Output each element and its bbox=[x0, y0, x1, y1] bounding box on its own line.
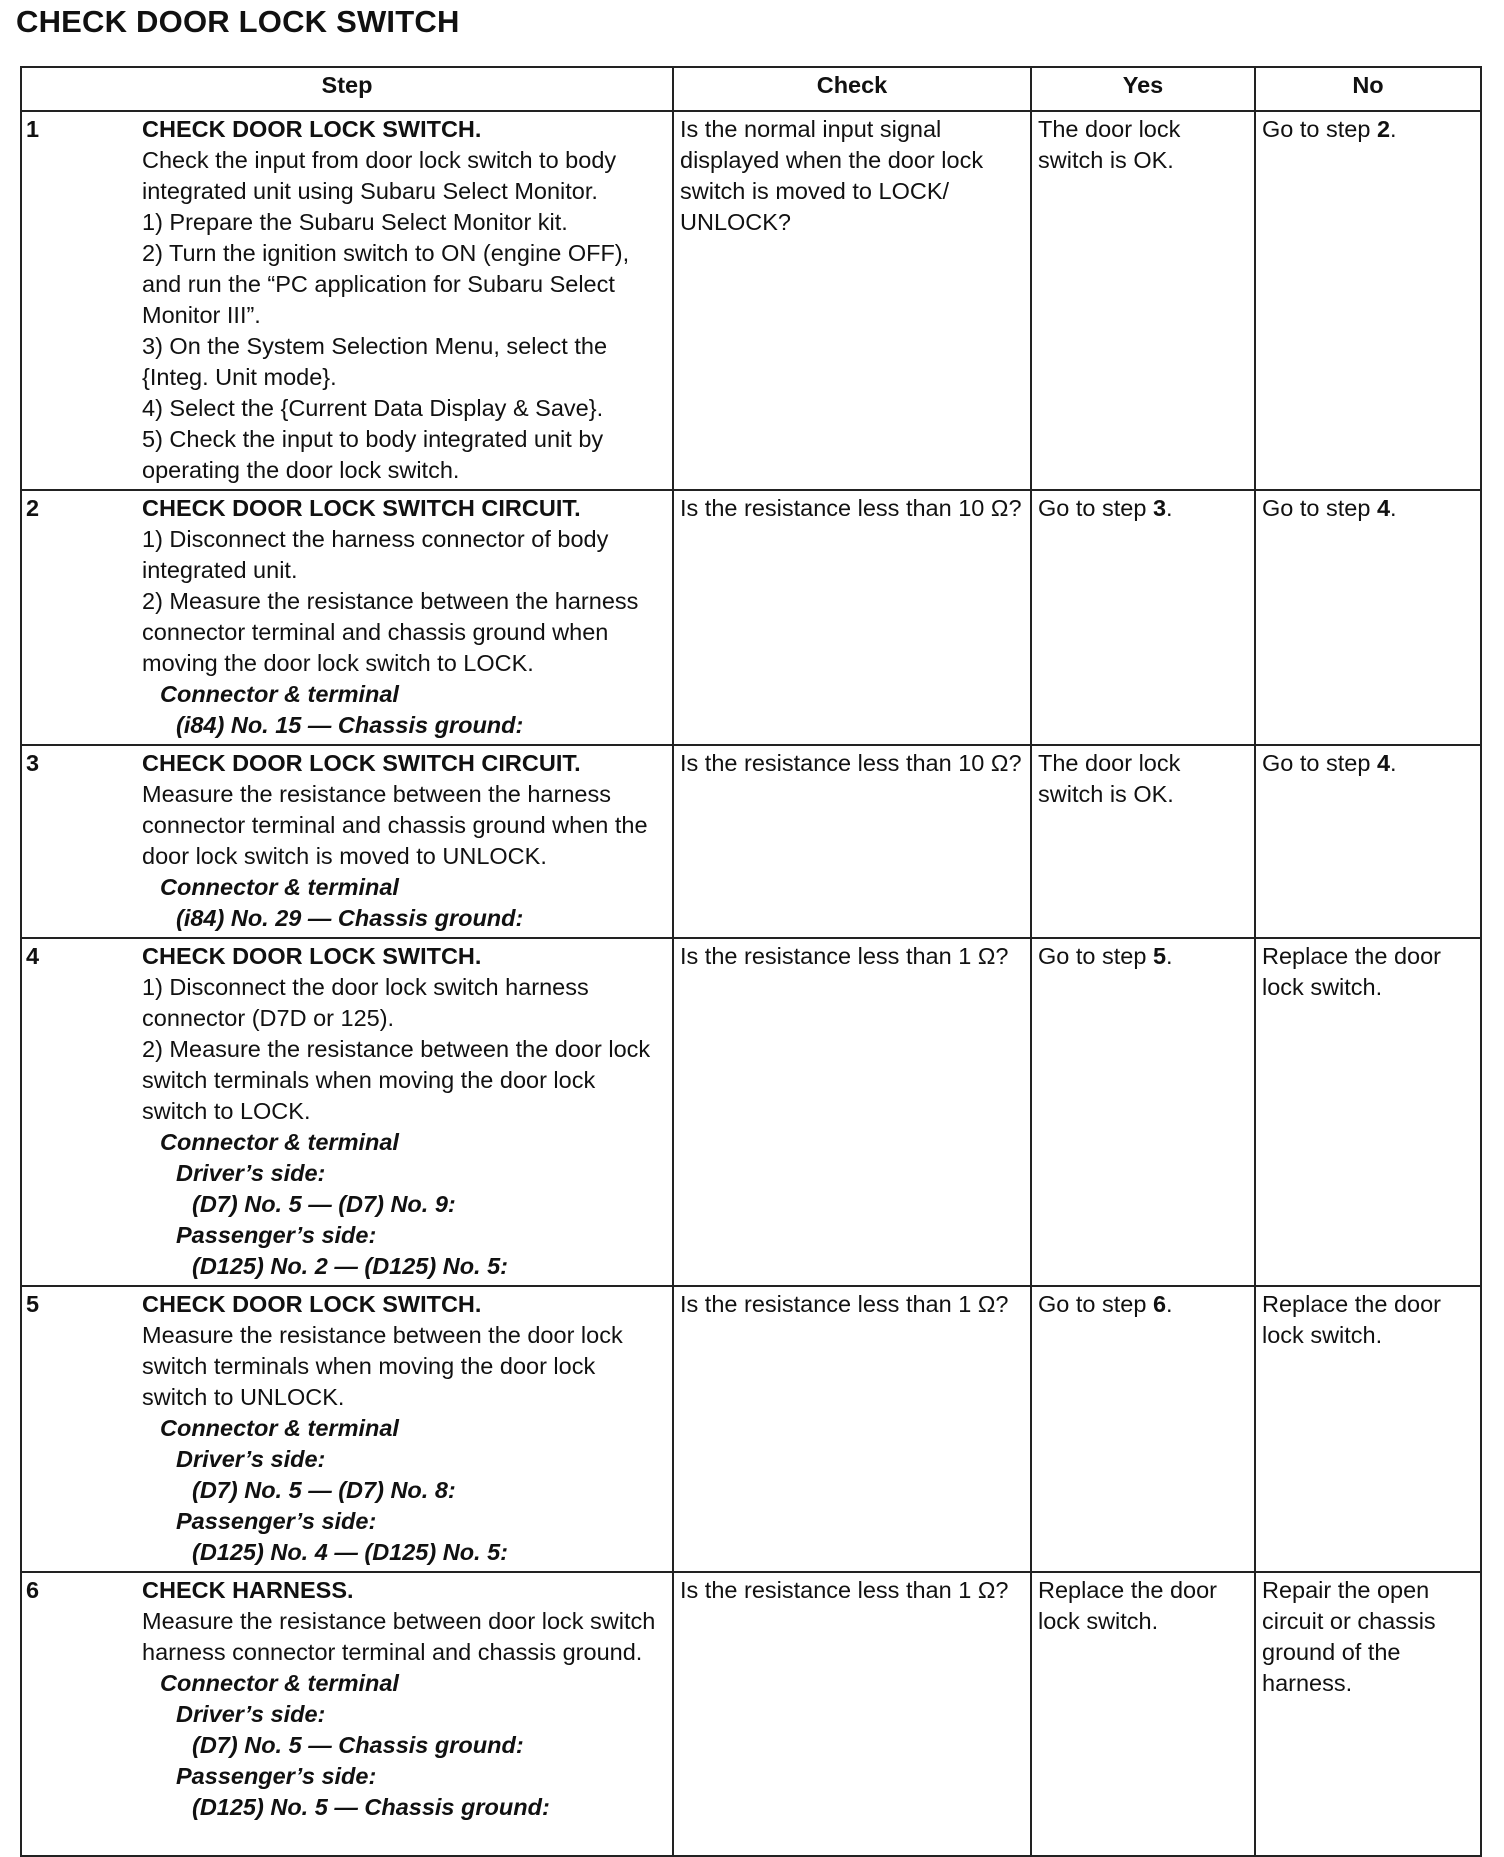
driver-terminal-spec: (D7) No. 5 — (D7) No. 9: bbox=[192, 1191, 456, 1217]
yes-cell: The door lock switch is OK. bbox=[1031, 111, 1255, 490]
header-yes: Yes bbox=[1031, 67, 1255, 111]
no-cell bbox=[1255, 111, 1481, 490]
driver-side-label: Driver’s side: bbox=[176, 1446, 326, 1472]
step-instruction: Measure the resistance between the harness connector terminal and chassis ground when the door lock switch is moved to UNLOCK. bbox=[142, 781, 648, 869]
yes-cell: Replace the door lock switch. bbox=[1031, 1572, 1255, 1856]
no-text: Go to step bbox=[1262, 750, 1377, 776]
step-heading: CHECK HARNESS. bbox=[142, 1577, 354, 1603]
step-instruction: 3) On the System Selection Menu, select the {Integ. Unit mode}. bbox=[142, 333, 608, 390]
check-cell: Is the resistance less than 1 Ω? bbox=[673, 1572, 1031, 1856]
passenger-side-label: Passenger’s side: bbox=[176, 1763, 377, 1789]
no-cell bbox=[1255, 490, 1481, 745]
step-instruction: Check the input from door lock switch to body integrated unit using Subaru Select Monitor. bbox=[142, 147, 617, 204]
step-instruction: 2) Measure the resistance between the door lock switch terminals when moving the door lock switch to LOCK. bbox=[142, 1036, 651, 1124]
step-number: 3 bbox=[26, 750, 40, 776]
no-cell bbox=[1255, 745, 1481, 938]
no-text: . bbox=[1390, 750, 1397, 776]
step-heading: CHECK DOOR LOCK SWITCH. bbox=[142, 1291, 482, 1317]
step-number: 2 bbox=[26, 495, 40, 521]
step-instruction: 4) Select the {Current Data Display & Save}. bbox=[142, 395, 604, 421]
driver-side-label: Driver’s side: bbox=[176, 1160, 326, 1186]
yes-text: Go to step bbox=[1038, 943, 1153, 969]
connector-terminal-label: Connector & terminal bbox=[160, 1129, 399, 1155]
step-cell bbox=[21, 1572, 673, 1856]
yes-cell bbox=[1031, 938, 1255, 1286]
check-cell: Is the resistance less than 10 Ω? bbox=[673, 490, 1031, 745]
step-cell bbox=[21, 490, 673, 745]
step-link: 4 bbox=[1376, 495, 1391, 521]
yes-text: Go to step bbox=[1038, 1291, 1153, 1317]
driver-terminal-spec: (D7) No. 5 — (D7) No. 8: bbox=[192, 1477, 456, 1503]
yes-text: Go to step bbox=[1038, 495, 1153, 521]
table-row bbox=[21, 745, 1481, 938]
step-link: 5 bbox=[1152, 943, 1167, 969]
no-text: Go to step bbox=[1262, 116, 1377, 142]
table-row bbox=[21, 1286, 1481, 1572]
step-instruction: 5) Check the input to body integrated unit by operating the door lock switch. bbox=[142, 426, 604, 483]
step-heading: CHECK DOOR LOCK SWITCH CIRCUIT. bbox=[142, 495, 581, 521]
yes-text: . bbox=[1166, 1291, 1173, 1317]
no-cell: Repair the open circuit or chassis ground of the harness. bbox=[1255, 1572, 1481, 1856]
no-cell: Replace the door lock switch. bbox=[1255, 938, 1481, 1286]
table-row bbox=[21, 938, 1481, 1286]
table-row bbox=[21, 1572, 1481, 1856]
check-cell: Is the normal input signal displayed when the door lock switch is moved to LOCK/ UNLOCK? bbox=[673, 111, 1031, 490]
step-instruction: 1) Prepare the Subaru Select Monitor kit. bbox=[142, 209, 568, 235]
no-text: Go to step bbox=[1262, 495, 1377, 521]
step-instruction: Measure the resistance between door lock switch harness connector terminal and chassis ground. bbox=[142, 1608, 656, 1665]
no-cell: Replace the door lock switch. bbox=[1255, 1286, 1481, 1572]
step-link: 3 bbox=[1152, 495, 1167, 521]
step-instruction: 2) Measure the resistance between the harness connector terminal and chassis ground when moving the door lock switch to LOCK. bbox=[142, 588, 639, 676]
table-row bbox=[21, 111, 1481, 490]
step-cell bbox=[21, 111, 673, 490]
table-row bbox=[21, 490, 1481, 745]
check-cell: Is the resistance less than 1 Ω? bbox=[673, 1286, 1031, 1572]
connector-terminal-label: Connector & terminal bbox=[160, 1415, 399, 1441]
check-cell: Is the resistance less than 10 Ω? bbox=[673, 745, 1031, 938]
driver-side-label: Driver’s side: bbox=[176, 1701, 326, 1727]
passenger-side-label: Passenger’s side: bbox=[176, 1508, 377, 1534]
no-text: . bbox=[1390, 116, 1397, 142]
passenger-terminal-spec: (D125) No. 5 — Chassis ground: bbox=[192, 1794, 550, 1820]
step-link: 2 bbox=[1376, 116, 1391, 142]
step-number: 4 bbox=[26, 943, 40, 969]
step-cell bbox=[21, 745, 673, 938]
connector-terminal-label: Connector & terminal bbox=[160, 1670, 399, 1696]
passenger-terminal-spec: (D125) No. 2 — (D125) No. 5: bbox=[192, 1253, 509, 1279]
passenger-side-label: Passenger’s side: bbox=[176, 1222, 377, 1248]
yes-cell bbox=[1031, 1286, 1255, 1572]
step-instruction: Measure the resistance between the door lock switch terminals when moving the door lock switch to UNLOCK. bbox=[142, 1322, 623, 1410]
no-text: . bbox=[1390, 495, 1397, 521]
header-step: Step bbox=[21, 67, 673, 111]
yes-cell: The door lock switch is OK. bbox=[1031, 745, 1255, 938]
header-check: Check bbox=[673, 67, 1031, 111]
driver-terminal-spec: (D7) No. 5 — Chassis ground: bbox=[192, 1732, 524, 1758]
table-header-row bbox=[21, 67, 1481, 111]
check-cell: Is the resistance less than 1 Ω? bbox=[673, 938, 1031, 1286]
step-instruction: 1) Disconnect the harness connector of body integrated unit. bbox=[142, 526, 609, 583]
step-cell bbox=[21, 938, 673, 1286]
step-instruction: 2) Turn the ignition switch to ON (engine OFF), and run the “PC application for Subaru Select Monitor III”. bbox=[142, 240, 630, 328]
step-instruction: 1) Disconnect the door lock switch harness connector (D7D or 125). bbox=[142, 974, 589, 1031]
step-number: 5 bbox=[26, 1291, 40, 1317]
step-heading: CHECK DOOR LOCK SWITCH. bbox=[142, 943, 482, 969]
step-heading: CHECK DOOR LOCK SWITCH. bbox=[142, 116, 482, 142]
connector-terminal-label: Connector & terminal bbox=[160, 874, 399, 900]
connector-terminal-label: Connector & terminal bbox=[160, 681, 399, 707]
terminal-spec: (i84) No. 15 — Chassis ground: bbox=[176, 712, 524, 738]
passenger-terminal-spec: (D125) No. 4 — (D125) No. 5: bbox=[192, 1539, 509, 1565]
yes-cell bbox=[1031, 490, 1255, 745]
step-link: 6 bbox=[1152, 1291, 1167, 1317]
yes-text: . bbox=[1166, 495, 1173, 521]
step-link: 4 bbox=[1376, 750, 1391, 776]
yes-text: . bbox=[1166, 943, 1173, 969]
terminal-spec: (i84) No. 29 — Chassis ground: bbox=[176, 905, 524, 931]
step-cell bbox=[21, 1286, 673, 1572]
step-heading: CHECK DOOR LOCK SWITCH CIRCUIT. bbox=[142, 750, 581, 776]
header-no: No bbox=[1255, 67, 1481, 111]
step-number: 1 bbox=[26, 116, 40, 142]
page-title: CHECK DOOR LOCK SWITCH bbox=[16, 4, 460, 39]
step-number: 6 bbox=[26, 1577, 40, 1603]
diagnostic-table bbox=[20, 66, 1482, 1857]
